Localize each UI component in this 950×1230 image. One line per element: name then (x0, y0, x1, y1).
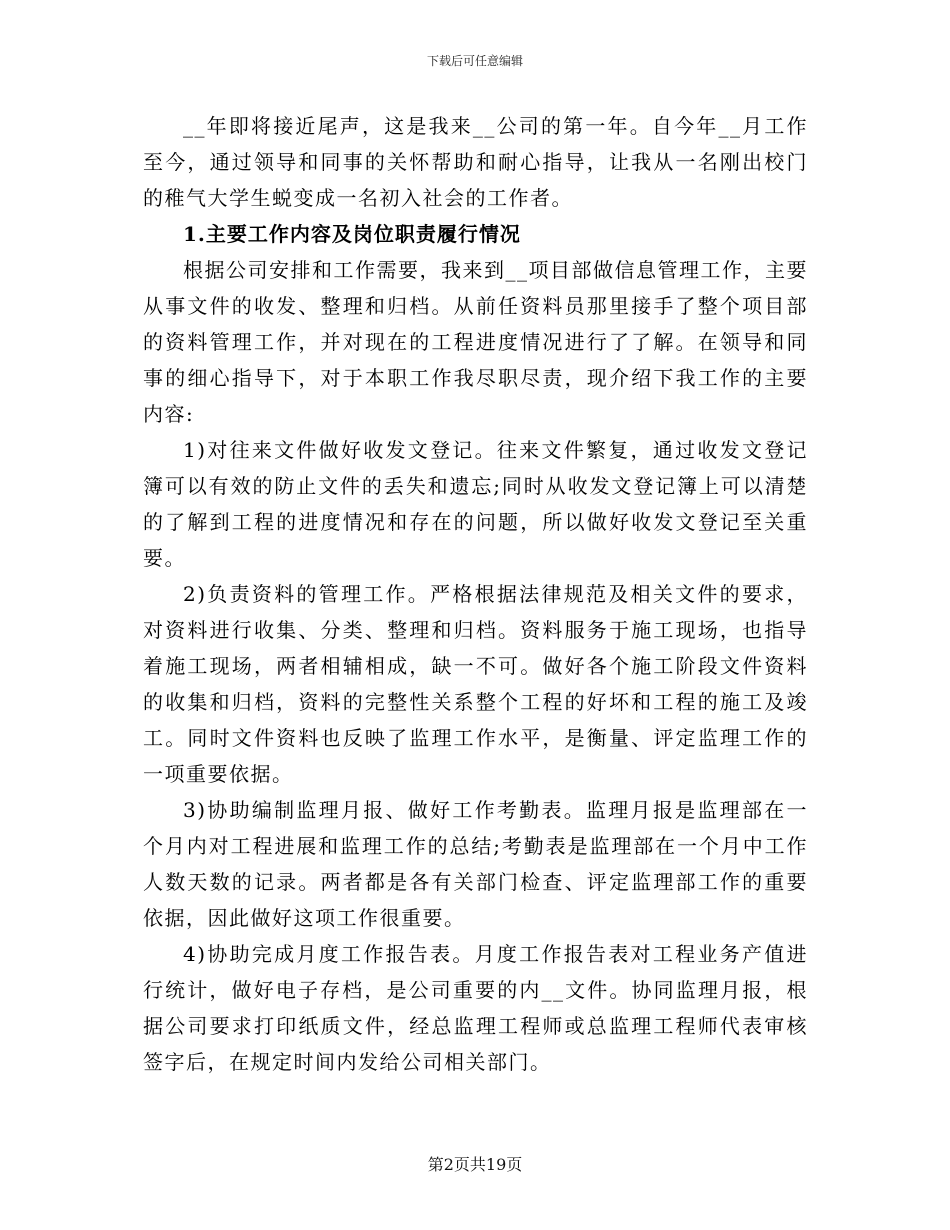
intro-paragraph: __年即将接近尾声，这是我来__公司的第一年。自今年__月工作至今，通过领导和同事的关怀帮助和耐心指导，让我从一名刚出校门的稚气大学生蜕变成一名初入社会的工作者。 (143, 114, 808, 210)
document-body (143, 108, 808, 1080)
page-number: 第2页共19页 (427, 1155, 523, 1174)
list-item-2: 2)负责资料的管理工作。严格根据法律规范及相关文件的要求，对资料进行收集、分类、整理和归档。资料服务于施工现场，也指导着施工现场，两者相辅相成，缺一不可。做好各个施工阶段文件资料的收集和归档，资料的完整性关系整个工程的好坏和工程的施工及竣工。同时文件资料也反映了监理工作水平，是衡量、评定监理工作的一项重要依据。 (143, 582, 808, 786)
list-item-1: 1)对往来文件做好收发文登记。往来文件繁复，通过收发文登记簿可以有效的防止文件的丢失和遗忘;同时从收发文登记簿上可以清楚的了解到工程的进度情况和存在的问题，所以做好收发文登记至关重要。 (143, 438, 808, 570)
section-intro-paragraph: 根据公司安排和工作需要，我来到__项目部做信息管理工作，主要从事文件的收发、整理和归档。从前任资料员那里接手了整个项目部的资料管理工作，并对现在的工程进度情况进行了了解。在领导和同事的细心指导下，对于本职工作我尽职尽责，现介绍下我工作的主要内容: (143, 258, 808, 426)
section-heading: 1.主要工作内容及岗位职责履行情况 (183, 222, 521, 246)
page-header: 下载后可任意编辑 (426, 54, 523, 68)
list-item-3: 3)协助编制监理月报、做好工作考勤表。监理月报是监理部在一个月内对工程进展和监理工作的总结;考勤表是监理部在一个月中工作人数天数的记录。两者都是各有关部门检查、评定监理部工作的重要依据，因此做好这项工作很重要。 (143, 798, 808, 930)
list-item-4: 4)协助完成月度工作报告表。月度工作报告表对工程业务产值进行统计，做好电子存档，是公司重要的内__文件。协同监理月报，根据公司要求打印纸质文件，经总监理工程师或总监理工程师代表审核签字后，在规定时间内发给公司相关部门。 (143, 942, 808, 1074)
